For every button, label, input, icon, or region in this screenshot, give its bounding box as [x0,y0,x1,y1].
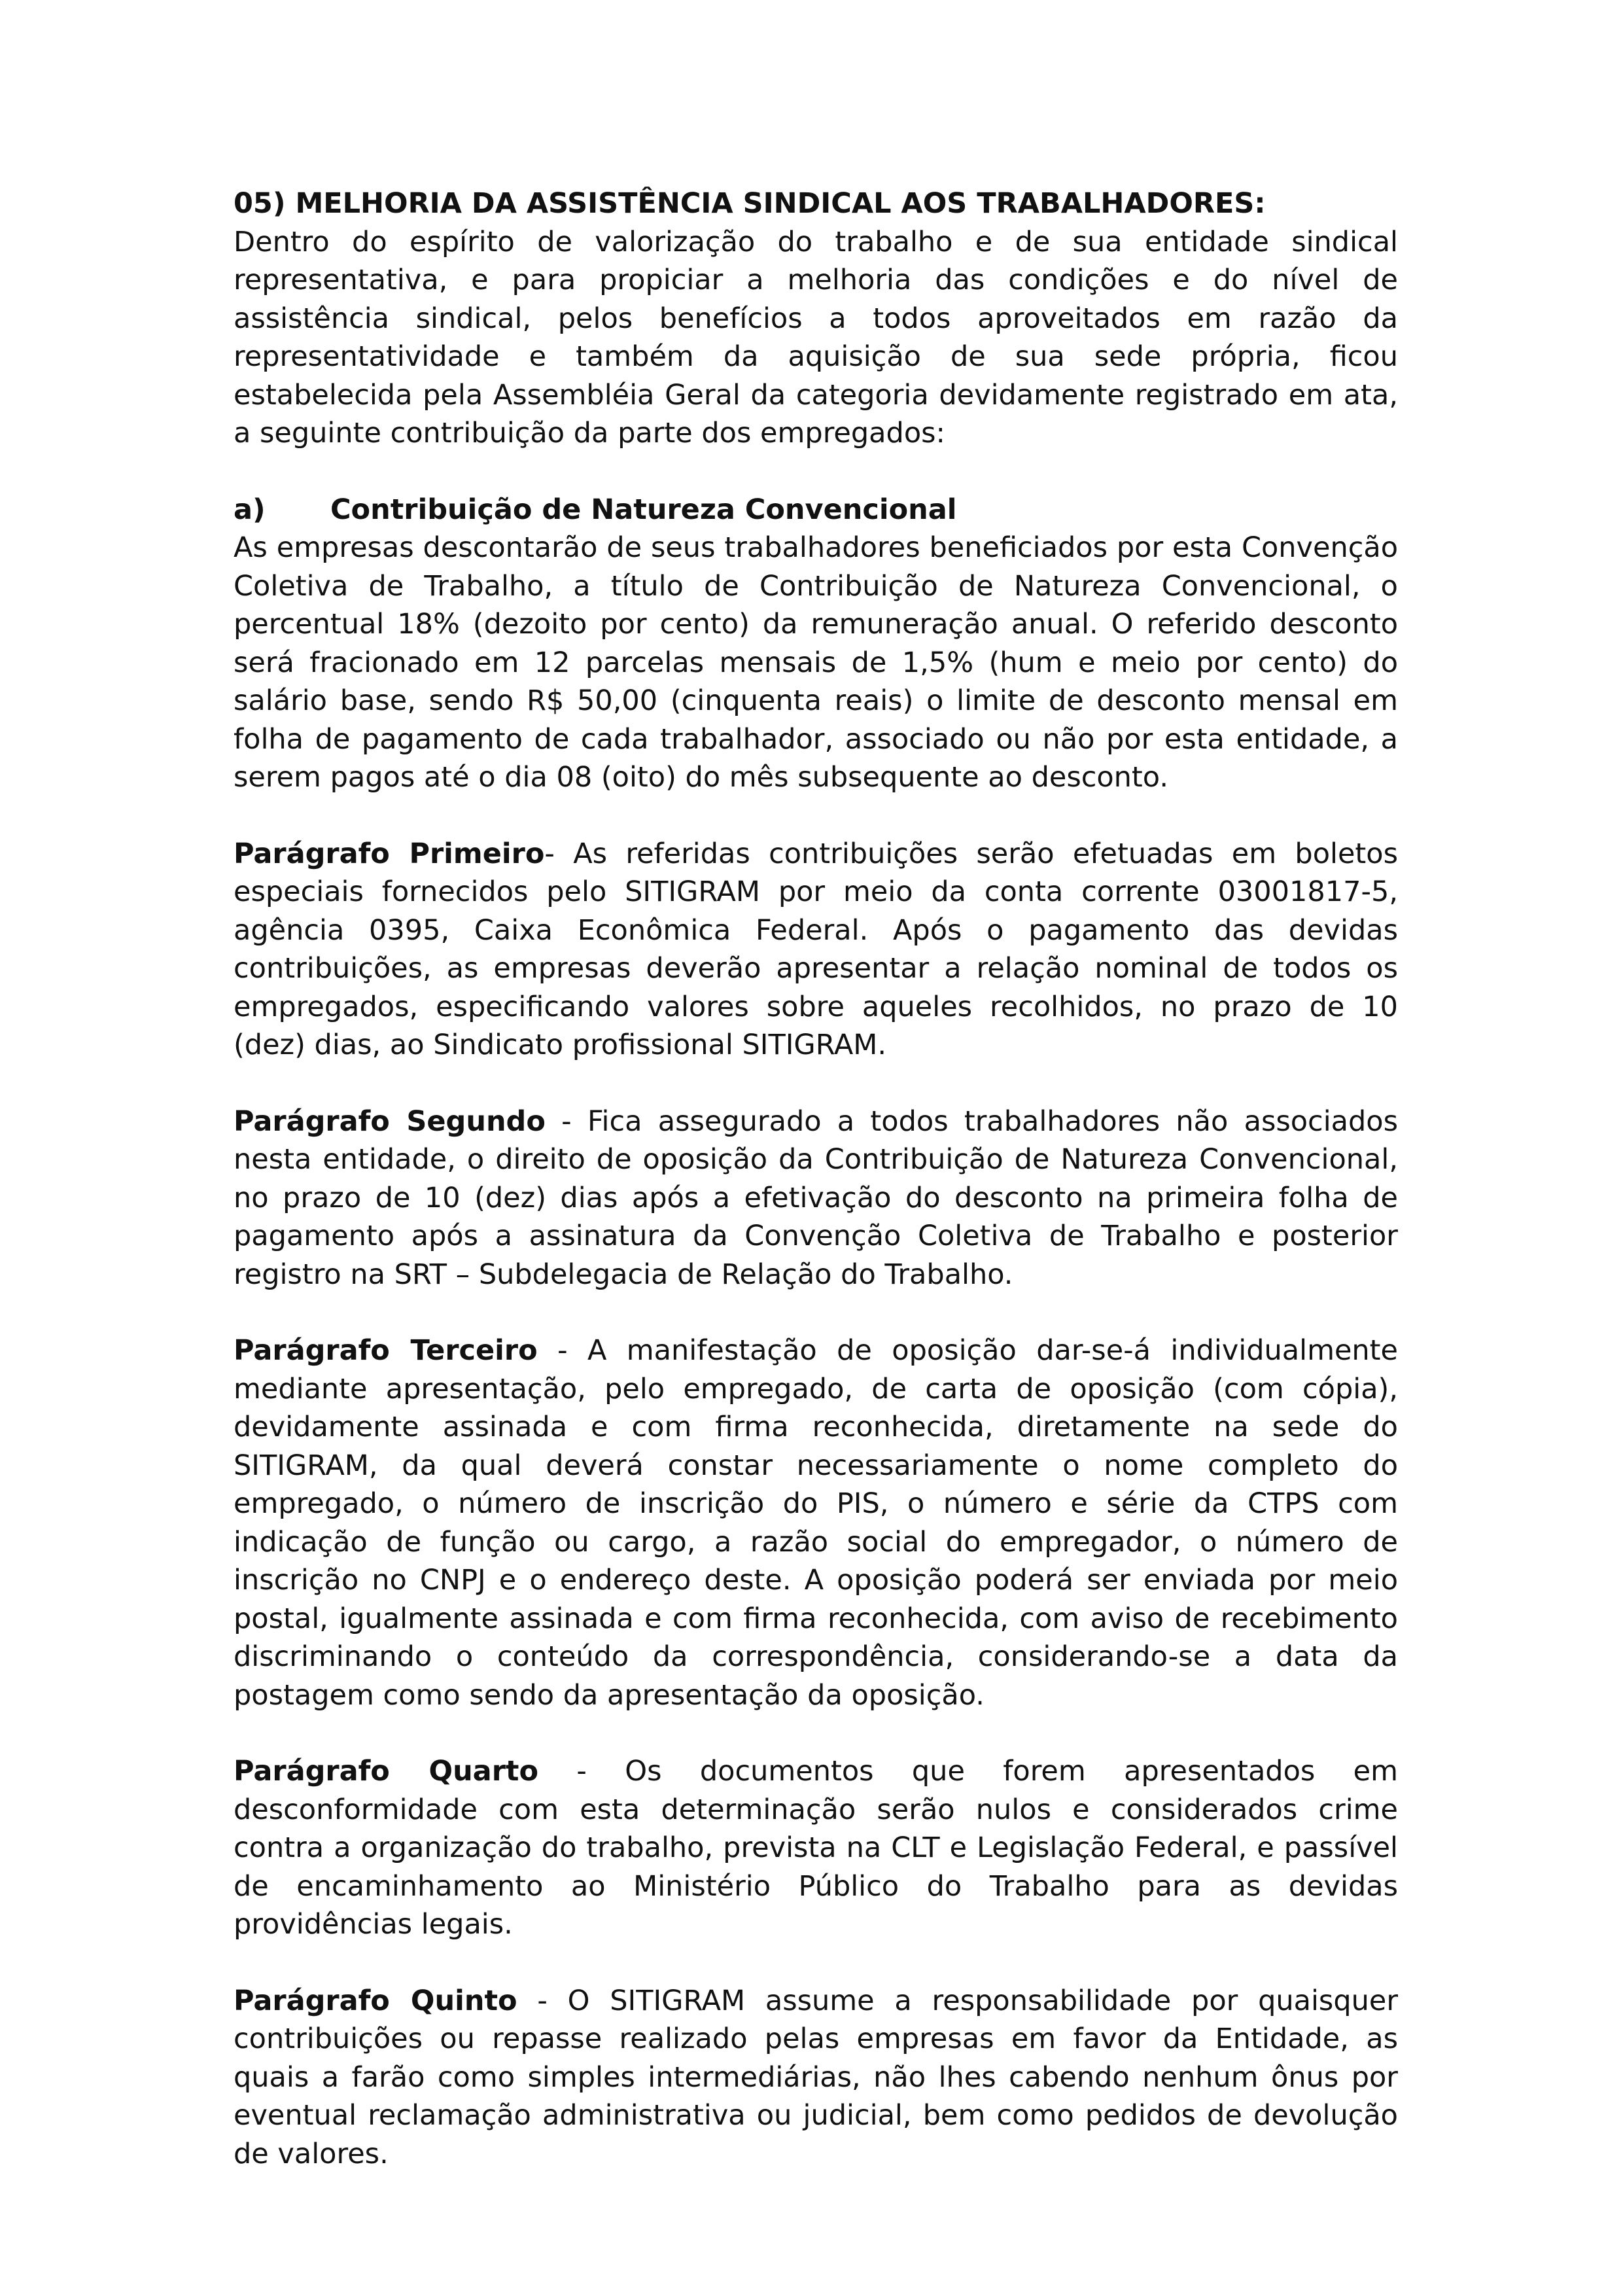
paragraph-text: - As referidas contribuições serão efetuadas em boletos especiais fornecidos pelo SITIGRAM por meio da conta corrente 03001817-5, agência 0395, Caixa Econômica Federal. Após o pagamento das devidas contribuições, as empresas deverão apresentar a relação nominal de todos os empregados, especificando valores sobre aqueles recolhidos, no prazo de 10 (dez) dias, ao Sindicato profissional SITIGRAM. [234,837,1398,1061]
paragraph-body [234,1103,1398,1294]
paragraph-lead: Parágrafo Quinto [234,1984,517,2017]
paragraph-body [234,1752,1398,1944]
intro-paragraph: Dentro do espírito de valorização do trabalho e de sua entidade sindical representativa, e para propiciar a melhoria das condições e do nível de assistência sindical, pelos benefícios a todos aproveitados em razão da representatividade e também da aquisição de sua sede própria, ficou estabelecida pela Assembléia Geral da categoria devidamente registrado em ata, a seguinte contribuição da parte dos empregados: [234,225,1398,450]
paragrafo-segundo [234,1103,1398,1294]
section-a-letter: a) [234,493,266,526]
document-page [234,185,1398,2173]
section-a-text: As empresas descontarão de seus trabalhadores beneficiados por esta Convenção Coletiva de Trabalho, a título de Contribuição de Natureza Convencional, o percentual 18% (dezoito por cento) da remuneração anual. O referido desconto será fracionado em 12 parcelas mensais de 1,5% (hum e meio por cento) do salário base, sendo R$ 50,00 (cinquenta reais) o limite de desconto mensal em folha de pagamento de cada trabalhador, associado ou não por esta entidade, a serem pagos até o dia 08 (oito) do mês subsequente ao desconto. [234,531,1398,794]
section-a-title-text: Contribuição de Natureza Convencional [330,493,957,526]
paragrafo-terceiro [234,1332,1398,1714]
paragraph-lead: Parágrafo Quarto [234,1755,539,1788]
paragraph-text: - A manifestação de oposição dar-se-á individualmente mediante apresentação, pelo empregado, de carta de oposição (com cópia), devidamente assinada e com firma reconhecida, diretamente na sede do SITIGRAM, da qual deverá constar necessariamente o nome completo do empregado, o número de inscrição do PIS, o número e série da CTPS com indicação de função ou cargo, a razão social do empregador, o número de inscrição no CNPJ e o endereço deste. A oposição poderá ser enviada por meio postal, igualmente assinada e com firma reconhecida, com aviso de recebimento discriminando o conteúdo da correspondência, considerando-se a data da postagem como sendo da apresentação da oposição. [234,1334,1399,1712]
paragraph-text: - Os documentos que forem apresentados em desconformidade com esta determinação serão nulos e considerados crime contra a organização do trabalho, prevista na CLT e Legislação Federal, e passível de encaminhamento ao Ministério Público do Trabalho para as devidas providências legais. [234,1755,1399,1941]
paragraph-lead: Parágrafo Primeiro [234,837,545,870]
section-a-title [234,491,1398,529]
paragraph-text: - O SITIGRAM assume a responsabilidade por quaisquer contribuições ou repasse realizado pelas empresas em favor da Entidade, as quais a farão como simples intermediárias, não lhes cabendo nenhum ônus por eventual reclamação administrativa ou judicial, bem como pedidos de devolução de valores. [234,1984,1399,2170]
paragraph-text: - Fica assegurado a todos trabalhadores não associados nesta entidade, o direito de oposição da Contribuição de Natureza Convencional, no prazo de 10 (dez) dias após a efetivação do desconto na primeira folha de pagamento após a assinatura da Convenção Coletiva de Trabalho e posterior registro na SRT – Subdelegacia de Relação do Trabalho. [234,1104,1399,1291]
paragraph-body [234,1332,1398,1714]
paragrafo-quarto [234,1752,1398,1944]
paragraph-body [234,1982,1398,2174]
paragraph-lead: Parágrafo Terceiro [234,1334,538,1367]
section-heading: 05) MELHORIA DA ASSISTÊNCIA SINDICAL AOS TRABALHADORES: [234,187,1266,220]
paragrafo-primeiro [234,835,1398,1065]
section-a [234,491,1398,797]
paragraph-lead: Parágrafo Segundo [234,1104,546,1138]
paragraph-body [234,835,1398,1065]
paragrafo-quinto [234,1982,1398,2174]
